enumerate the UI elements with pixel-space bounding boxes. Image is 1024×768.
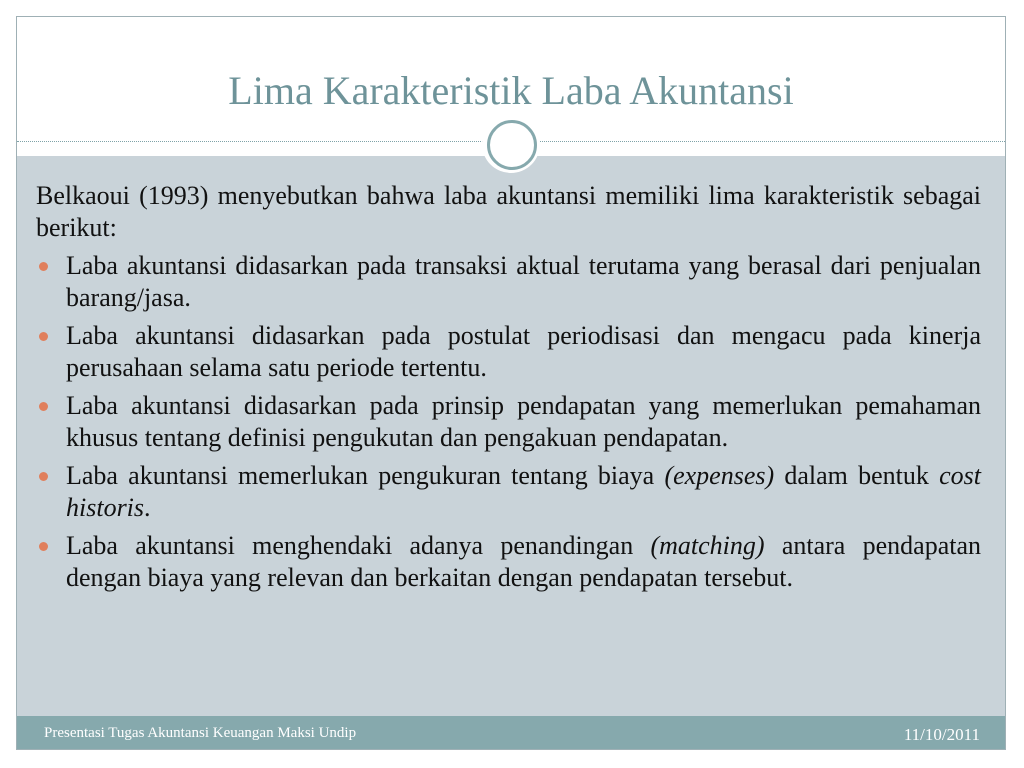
bullet-dot-icon [39,402,48,411]
list-item [36,460,981,524]
bullet-text: Laba akuntansi menghendaki adanya penandingan [66,531,651,560]
bullet-dot-icon [39,542,48,551]
bullet-text: . [144,493,151,522]
bullet-dot-icon [39,262,48,271]
footer-bar [17,716,1005,749]
intro-paragraph: Belkaoui (1993) menyebutkan bahwa laba akuntansi memiliki lima karakteristik sebagai berikut: [36,181,981,242]
bullet-italic-term: cost historis [66,461,981,522]
bullet-italic-term: (expenses) [664,461,775,490]
bullet-text: Laba akuntansi memerlukan pengukuran tentang biaya [66,461,665,490]
footer-caption: Presentasi Tugas Akuntansi Keuangan Maksi Undip [44,725,357,741]
circle-ring-icon [487,120,537,170]
bullet-text: Laba akuntansi didasarkan pada postulat periodisasi dan mengacu pada kinerja perusahaan selama satu periode tertentu. [66,321,981,382]
footer-date: 11/10/2011 [903,725,980,744]
list-item [36,390,981,454]
bullet-list [36,250,981,594]
bullet-text: dalam bentuk [774,461,940,490]
bullet-text: antara pendapatan dengan biaya yang relevan dan berkaitan dengan pendapatan tersebut. [66,531,981,592]
list-item [36,250,981,314]
bullet-italic-term: (matching) [650,531,765,560]
list-item [36,530,981,594]
bullet-text: Laba akuntansi didasarkan pada prinsip pendapatan yang memerlukan pemahaman khusus tentang definisi pengukutan dan pengakuan pendapatan. [66,391,981,452]
list-item [36,320,981,384]
bullet-text: Laba akuntansi didasarkan pada transaksi aktual terutama yang berasal dari penjualan barang/jasa. [66,251,981,312]
slide-content [36,180,981,600]
slide-title: Lima Karakteristik Laba Akuntansi [228,68,794,113]
bullet-dot-icon [39,472,48,481]
bullet-dot-icon [39,332,48,341]
